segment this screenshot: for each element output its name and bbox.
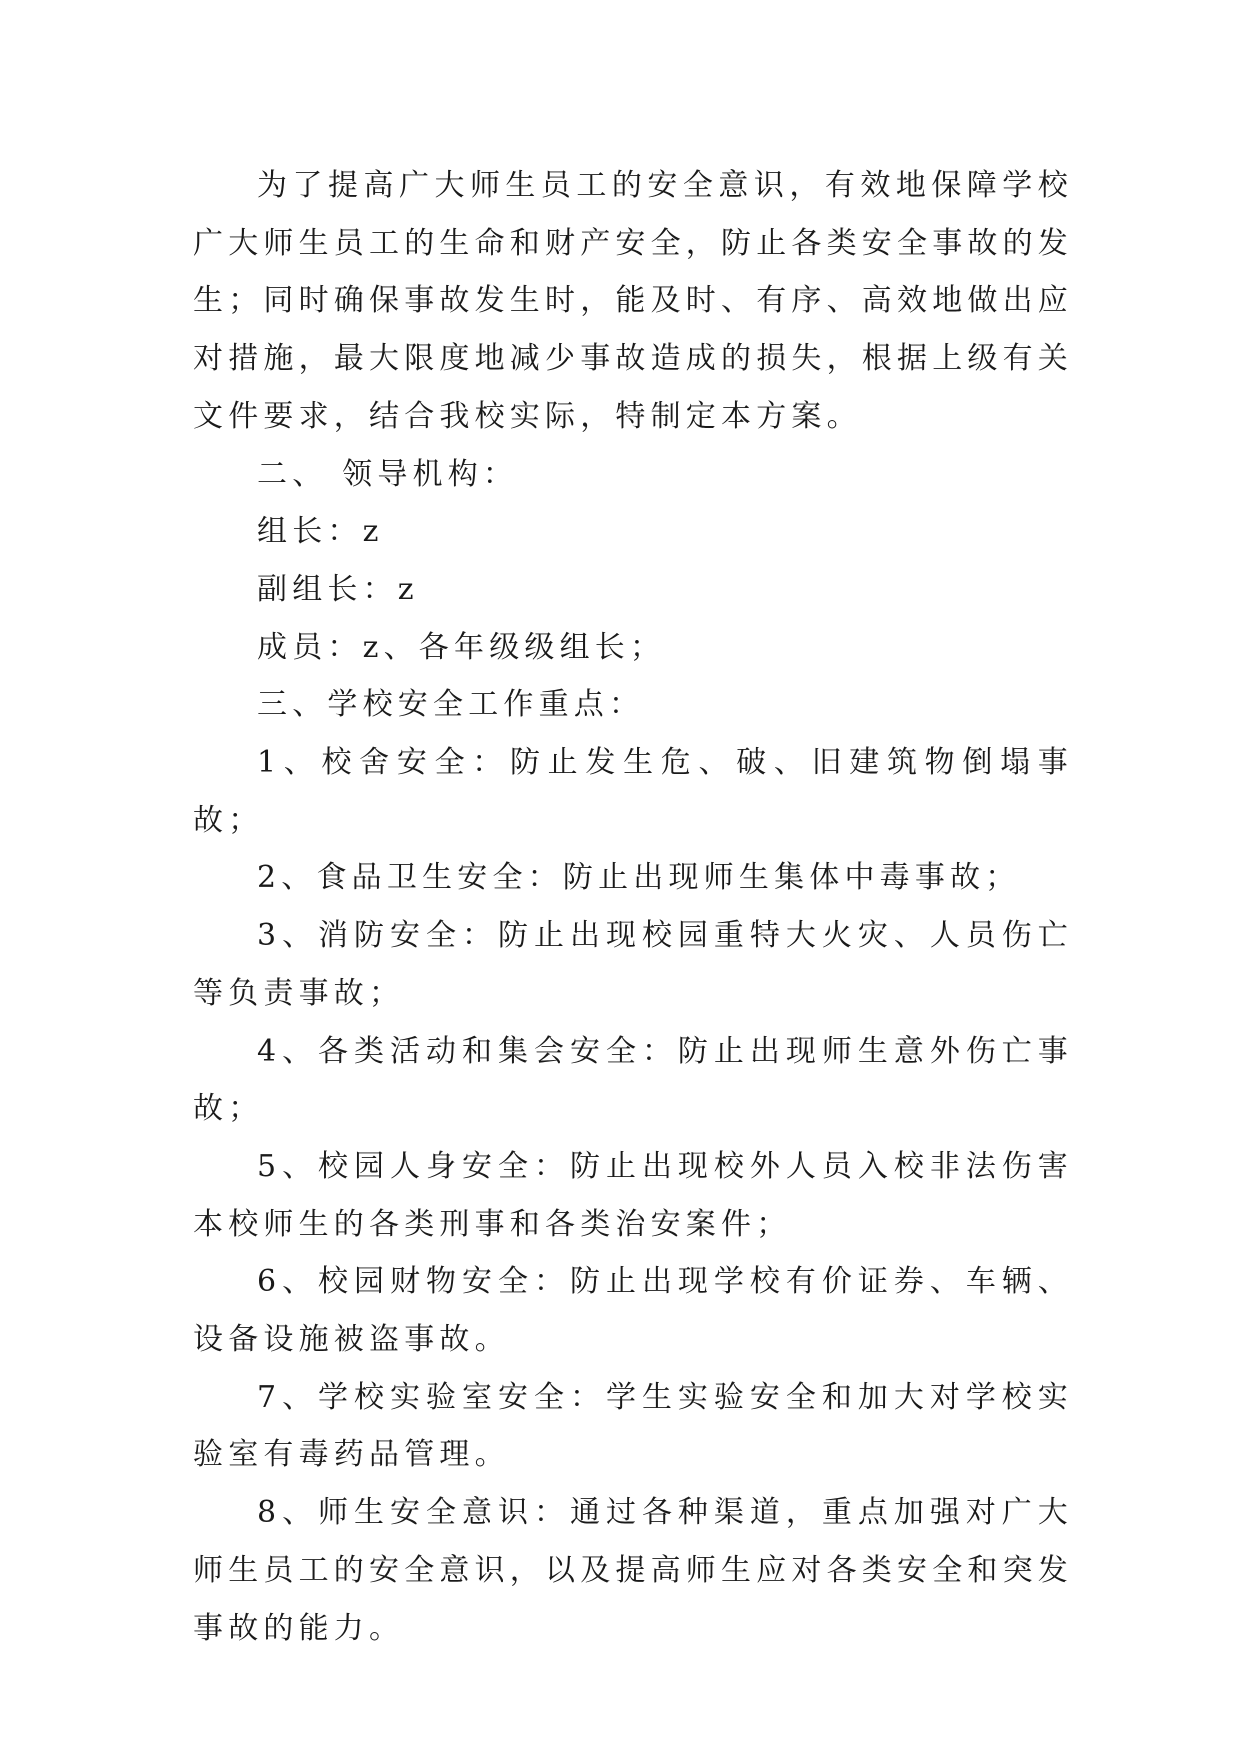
paragraph-members: 成员：z、各年级级组长；	[257, 629, 666, 665]
paragraph-deputy-leader: 副组长：z	[257, 571, 419, 607]
item-fire-safety: 3、消防安全：防止出现校园重特大火灾、人员伤亡等负责事故；	[193, 918, 1073, 1011]
item-food-safety: 2、食品卫生安全：防止出现师生集体中毒事故；	[257, 860, 1021, 896]
item-property-safety: 6、校园财物安全：防止出现学校有价证券、车辆、设备设施被盗事故。	[193, 1264, 1073, 1358]
paragraph-leader: 组长：z	[257, 514, 384, 550]
item-safety-awareness: 8、师生安全意识：通过各种渠道，重点加强对广大师生员工的安全意识，以及提高师生应对各类安全和突发事故的能力。	[193, 1495, 1073, 1646]
item-building-safety: 1、校舍安全：防止发生危、破、旧建筑物倒塌事故；	[193, 745, 1073, 838]
item-laboratory-safety: 7、学校实验室安全：学生实验安全和加大对学校实验室有毒药品管理。	[193, 1379, 1073, 1473]
item-activity-safety: 4、各类活动和集会安全：防止出现师生意外伤亡事故；	[193, 1033, 1073, 1127]
document-page	[193, 157, 1073, 1657]
paragraph-intro: 为了提高广大师生员工的安全意识，有效地保障学校广大师生员工的生命和财产安全，防止各类安全事故的发生；同时确保事故发生时，能及时、有序、高效地做出应对措施，最大限度地减少事故造成的损失，根据上级有关文件要求，结合我校实际，特制定本方案。	[193, 168, 1073, 434]
heading-leadership: 二、 领导机构：	[257, 456, 519, 492]
heading-safety-priorities: 三、学校安全工作重点：	[257, 687, 645, 723]
item-personal-safety: 5、校园人身安全：防止出现校外人员入校非法伤害本校师生的各类刑事和各类治安案件；	[193, 1148, 1073, 1242]
